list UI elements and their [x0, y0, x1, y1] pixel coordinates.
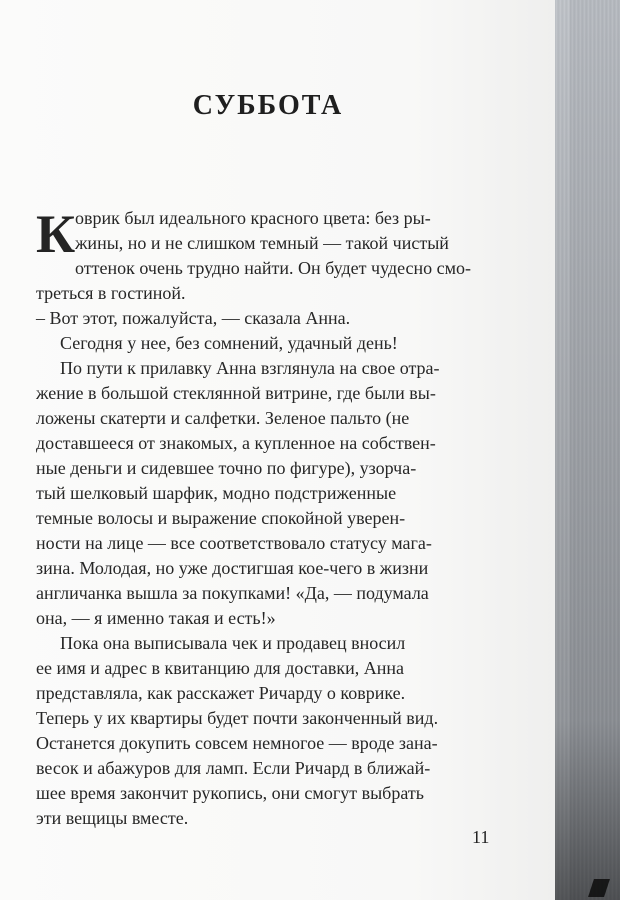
text-line-content: доставшееся от знакомых, а купленное на собствен- [36, 433, 436, 453]
book-page-edge-shade [555, 0, 620, 900]
page-number: 11 [472, 827, 490, 847]
text-line-content: – Вот этот, пожалуйста, — сказала Анна. [36, 308, 351, 328]
text-line-content: оврик был идеального красного цвета: без ры- [75, 208, 431, 228]
text-line [36, 556, 516, 581]
text-line-content: Останется докупить совсем немногое — вроде зана- [36, 733, 438, 753]
text-line [36, 356, 516, 381]
text-line-content: По пути к прилавку Анна взглянула на свое отра- [60, 358, 440, 378]
text-line-content: темные волосы и выражение спокойной уверен- [36, 508, 406, 528]
text-line [36, 531, 516, 556]
text-line [36, 806, 516, 831]
text-line [36, 581, 516, 606]
text-line-content: зина. Молодая, но уже достигшая кое-чего в жизни [36, 558, 429, 578]
text-line-content: ности на лице — все соответствовало статусу мага- [36, 533, 432, 553]
text-line-content: шее время закончит рукопись, они смогут выбрать [36, 783, 424, 803]
text-line [36, 406, 516, 431]
text-line [36, 606, 516, 631]
drop-cap: К [36, 204, 76, 264]
text-line-content: эти вещицы вместе. [36, 808, 189, 828]
text-line-content: англичанка вышла за покупками! «Да, — подумала [36, 583, 429, 603]
text-line-content: весок и абажуров для ламп. Если Ричард в ближай- [36, 758, 431, 778]
text-line [36, 656, 516, 681]
text-line-content: треться в гостиной. [36, 283, 186, 303]
text-line-content: тый шелковый шарфик, модно подстриженные [36, 483, 397, 503]
text-line-content: представляла, как расскажет Ричарду о коврике. [36, 683, 406, 703]
text-line [36, 331, 516, 356]
text-line [36, 756, 516, 781]
text-line-content: она, — я именно такая и есть!» [36, 608, 276, 628]
text-line [36, 231, 516, 256]
text-line [36, 781, 516, 806]
text-line-content: ложены скатерти и салфетки. Зеленое пальто (не [36, 408, 410, 428]
text-line [36, 481, 516, 506]
text-line-content: ные деньги и сидевшее точно по фигуре), узорча- [36, 458, 417, 478]
text-line-content: ее имя и адрес в квитанцию для доставки, Анна [36, 658, 405, 678]
text-line [36, 381, 516, 406]
text-line [36, 681, 516, 706]
text-line [36, 431, 516, 456]
text-line-content: оттенок очень трудно найти. Он будет чудесно смо- [75, 258, 472, 278]
chapter-text [36, 206, 516, 831]
text-line-content: Пока она выписывала чек и продавец вносил [60, 633, 406, 653]
text-line [36, 631, 516, 656]
text-line [36, 731, 516, 756]
text-line [36, 706, 516, 731]
text-line-content: Теперь у их квартиры будет почти законченный вид. [36, 708, 439, 728]
text-line-content: Сегодня у нее, без сомнений, удачный день! [60, 333, 398, 353]
text-line [36, 506, 516, 531]
text-line-content: жение в большой стеклянной витрине, где были вы- [36, 383, 436, 403]
text-line [36, 281, 516, 306]
text-line [36, 256, 516, 281]
text-line-content: жины, но и не слишком темный — такой чистый [75, 233, 449, 253]
text-line [36, 456, 516, 481]
text-line [36, 306, 516, 331]
chapter-title: СУББОТА [192, 90, 344, 121]
